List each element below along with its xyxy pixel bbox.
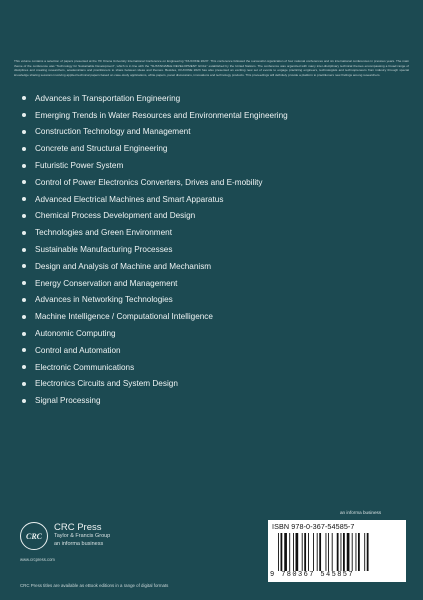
topic-label: Control and Automation <box>35 345 121 355</box>
topic-item <box>22 107 402 124</box>
bullet-icon <box>22 399 26 403</box>
topic-label: Technologies and Green Environment <box>35 228 172 238</box>
topic-label: Futuristic Power System <box>35 161 124 171</box>
bullet-icon <box>22 180 26 184</box>
crc-logo-icon: CRC <box>20 522 48 550</box>
ebook-note: CRC Press titles are available as eBook editions in a range of digital formats <box>20 583 169 588</box>
bullet-icon <box>22 164 26 168</box>
topic-item <box>22 90 402 107</box>
bullet-icon <box>22 281 26 285</box>
bullet-icon <box>22 315 26 319</box>
bullet-icon <box>22 231 26 235</box>
topic-label: Emerging Trends in Water Resources and Environmental Engineering <box>35 110 288 120</box>
bullet-icon <box>22 113 26 117</box>
topic-item <box>22 342 402 359</box>
topic-item <box>22 308 402 325</box>
informa-tagline: an informa business <box>340 510 382 515</box>
bullet-icon <box>22 96 26 100</box>
publisher-logo <box>20 522 110 550</box>
barcode-digits: 9 780367 545857 <box>270 571 355 579</box>
isbn-barcode <box>268 520 406 582</box>
topic-label: Advanced Electrical Machines and Smart Apparatus <box>35 194 224 204</box>
topic-item <box>22 140 402 157</box>
topic-label: Concrete and Structural Engineering <box>35 144 168 154</box>
topic-item <box>22 258 402 275</box>
topic-label: Machine Intelligence / Computational Intelligence <box>35 312 213 322</box>
bullet-icon <box>22 130 26 134</box>
topic-label: Electronics Circuits and System Design <box>35 379 178 389</box>
publisher-informa: an informa business <box>54 541 104 547</box>
topic-label: Advances in Networking Technologies <box>35 295 173 305</box>
topic-item <box>22 174 402 191</box>
topic-item <box>22 376 402 393</box>
topic-item <box>22 124 402 141</box>
topic-label: Energy Conservation and Management <box>35 278 178 288</box>
bullet-icon <box>22 214 26 218</box>
topic-item <box>22 157 402 174</box>
topic-label: Control of Power Electronics Converters, Drives and E-mobility <box>35 177 263 187</box>
description-blurb: This volume contains a selection of papers presented at the 7th Kirena University International Conference on Engineering "KIUCONE 2023". This conference followed the successful organization of four national conferences and six international conferences in previous years. The main theme of the conference was "Technology for Sustainable Development", which is in line with the "SUSTAINABLE DEVELOPMENT GOAL" established by the United Nations. The conference was organized with many inter-disciplinary technical themes encompassing a broad range of disciplines and creating researchers, academicians and practitioners to share between ideas and themes. Besides, KIUCONE 2023 has also presented an exciting new set of events to engage practicing engineers, technologists and technopreneurs from industry through special knowledge sharing sessions involving applied technical papers based on case-study applications, white papers, panel discussions, innovations and technology products. This proceedings will definitely provide a platform to practitioners new findings among researchers. <box>14 59 409 77</box>
publisher-website: www.crcpress.com <box>20 557 55 562</box>
topic-item <box>22 191 402 208</box>
topic-label: Signal Processing <box>35 396 101 406</box>
topic-item <box>22 224 402 241</box>
publisher-text <box>54 524 110 548</box>
topic-list <box>22 90 402 409</box>
topic-label: Sustainable Manufacturing Processes <box>35 245 173 255</box>
topic-item <box>22 275 402 292</box>
topic-item <box>22 325 402 342</box>
topic-item <box>22 359 402 376</box>
publisher-group: Taylor & Francis Group <box>54 533 111 539</box>
bullet-icon <box>22 365 26 369</box>
isbn-number: ISBN 978-0-367-54585-7 <box>272 522 355 531</box>
bullet-icon <box>22 382 26 386</box>
bullet-icon <box>22 348 26 352</box>
bullet-icon <box>22 298 26 302</box>
topic-label: Advances in Transportation Engineering <box>35 93 181 103</box>
bullet-icon <box>22 147 26 151</box>
topic-item <box>22 241 402 258</box>
bullet-icon <box>22 197 26 201</box>
topic-item <box>22 392 402 409</box>
topic-item <box>22 208 402 225</box>
publisher-name: CRC Press <box>54 522 102 533</box>
topic-label: Electronic Communications <box>35 362 135 372</box>
topic-label: Chemical Process Development and Design <box>35 211 196 221</box>
topic-item <box>22 292 402 309</box>
barcode-icon <box>278 533 396 571</box>
bullet-icon <box>22 264 26 268</box>
topic-label: Design and Analysis of Machine and Mechanism <box>35 261 212 271</box>
topic-label: Autonomic Computing <box>35 329 116 339</box>
topic-label: Construction Technology and Management <box>35 127 191 137</box>
bullet-icon <box>22 248 26 252</box>
bullet-icon <box>22 332 26 336</box>
